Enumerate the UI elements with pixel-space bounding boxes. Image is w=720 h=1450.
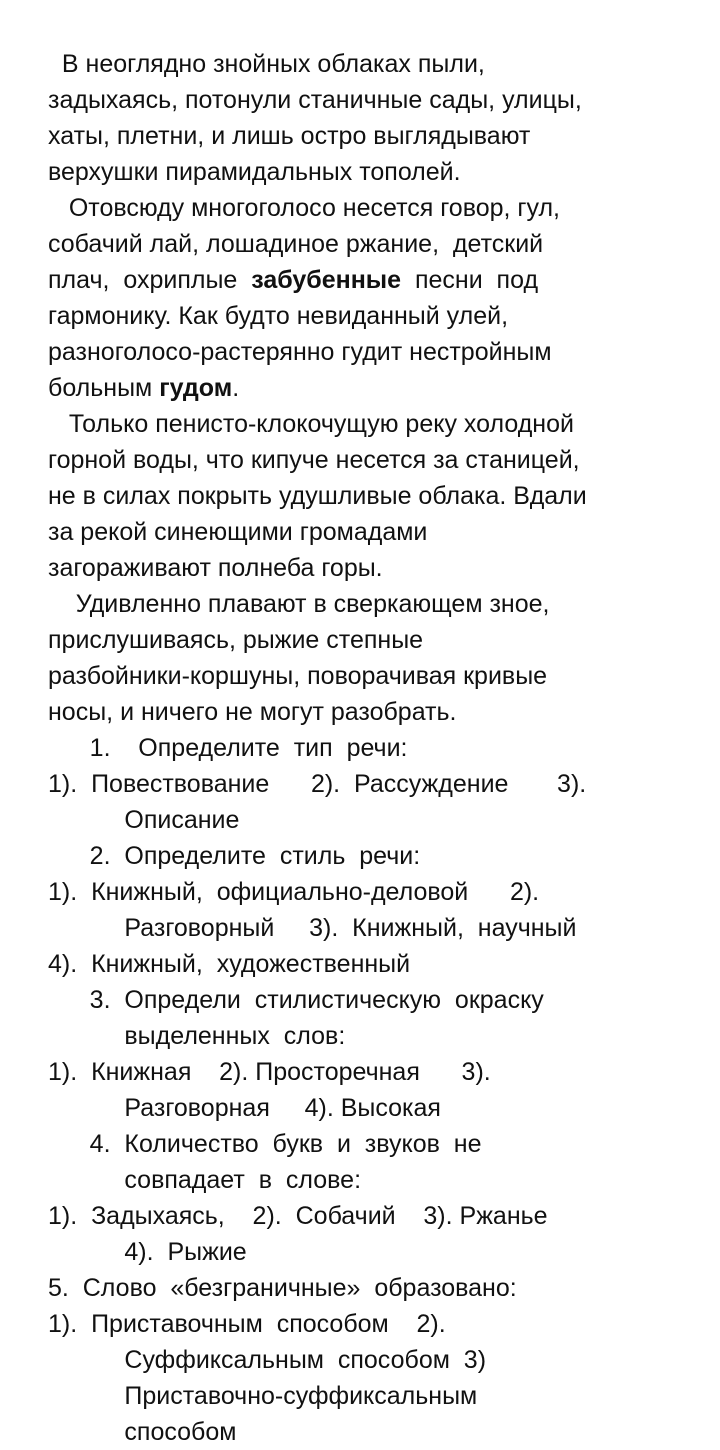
question-2-options-line-2: Разговорный 3). Книжный, научный <box>48 914 577 942</box>
paragraph-4-line-3: разбойники-коршуны, поворачивая кривые <box>48 662 548 690</box>
question-1-options-line-1: 1). Повествование 2). Рассуждение 3). <box>48 770 587 798</box>
paragraph-2-line-5: разноголосо-растерянно гудит нестройным <box>48 338 552 366</box>
paragraph-1-line-4: верхушки пирамидальных тополей. <box>48 158 461 186</box>
question-3-title-line-2: выделенных слов: <box>48 1022 346 1050</box>
question-1-title: 1. Определите тип речи: <box>48 734 408 762</box>
paragraph-4-line-2: прислушиваясь, рыжие степные <box>48 626 424 654</box>
question-5-options-line-1: 1). Приставочным способом 2). <box>48 1310 446 1338</box>
question-5-options-line-2: Суффиксальным способом 3) <box>48 1346 487 1374</box>
paragraph-1-line-3: хаты, плетни, и лишь остро выглядывают <box>48 122 531 150</box>
highlighted-word: гудом <box>159 374 233 402</box>
paragraph-2-line-3 <box>48 262 688 298</box>
question-4-title: 4. Количество букв и звуков не <box>48 1130 482 1158</box>
question-4-title-line-2: совпадает в слове: <box>48 1166 362 1194</box>
question-2-title: 2. Определите стиль речи: <box>48 842 421 870</box>
paragraph-1-line-2: задыхаясь, потонули станичные сады, улицы, <box>48 86 582 114</box>
paragraph-1-line-1: В неоглядно знойных облаках пыли, <box>48 50 485 78</box>
highlighted-word: забубенные <box>251 266 402 294</box>
text-segment: больным <box>48 374 160 402</box>
question-3-title: 3. Определи стилистическую окраску <box>48 986 544 1014</box>
question-5-title: 5. Слово «безграничные» образовано: <box>48 1274 517 1302</box>
paragraph-3-line-3: не в силах покрыть удушливые облака. Вдали <box>48 482 587 510</box>
text-segment: плач, охриплые <box>48 266 252 294</box>
text-segment: . <box>232 374 240 402</box>
question-2-options-line-3: 4). Книжный, художественный <box>48 950 411 978</box>
paragraph-2-line-6 <box>48 370 688 406</box>
question-5-options-line-4: способом <box>48 1418 237 1446</box>
text-segment: песни под <box>401 266 539 294</box>
paragraph-3-line-2: горной воды, что кипуче несется за станицей, <box>48 446 580 474</box>
paragraph-4-line-1: Удивленно плавают в сверкающем зное, <box>48 590 550 618</box>
question-3-options-line-2: Разговорная 4). Высокая <box>48 1094 441 1122</box>
paragraph-3-line-1: Только пенисто-клокочущую реку холодной <box>48 410 574 438</box>
paragraph-2-line-4: гармонику. Как будто невиданный улей, <box>48 302 509 330</box>
question-5-options-line-3: Приставочно-суффиксальным <box>48 1382 478 1410</box>
document-page <box>48 46 688 1450</box>
question-3-options-line-1: 1). Книжная 2). Просторечная 3). <box>48 1058 491 1086</box>
question-4-options-line-2: 4). Рыжие <box>48 1238 247 1266</box>
question-2-options-line-1: 1). Книжный, официально-деловой 2). <box>48 878 540 906</box>
paragraph-3-line-5: загораживают полнеба горы. <box>48 554 383 582</box>
question-1-options-line-2: Описание <box>48 806 240 834</box>
paragraph-2-line-2: собачий лай, лошадиное ржание, детский <box>48 230 544 258</box>
paragraph-3-line-4: за рекой синеющими громадами <box>48 518 428 546</box>
paragraph-4-line-4: носы, и ничего не могут разобрать. <box>48 698 457 726</box>
paragraph-2-line-1: Отовсюду многоголосо несется говор, гул, <box>48 194 560 222</box>
question-4-options-line-1: 1). Задыхаясь, 2). Собачий 3). Ржанье <box>48 1202 548 1230</box>
